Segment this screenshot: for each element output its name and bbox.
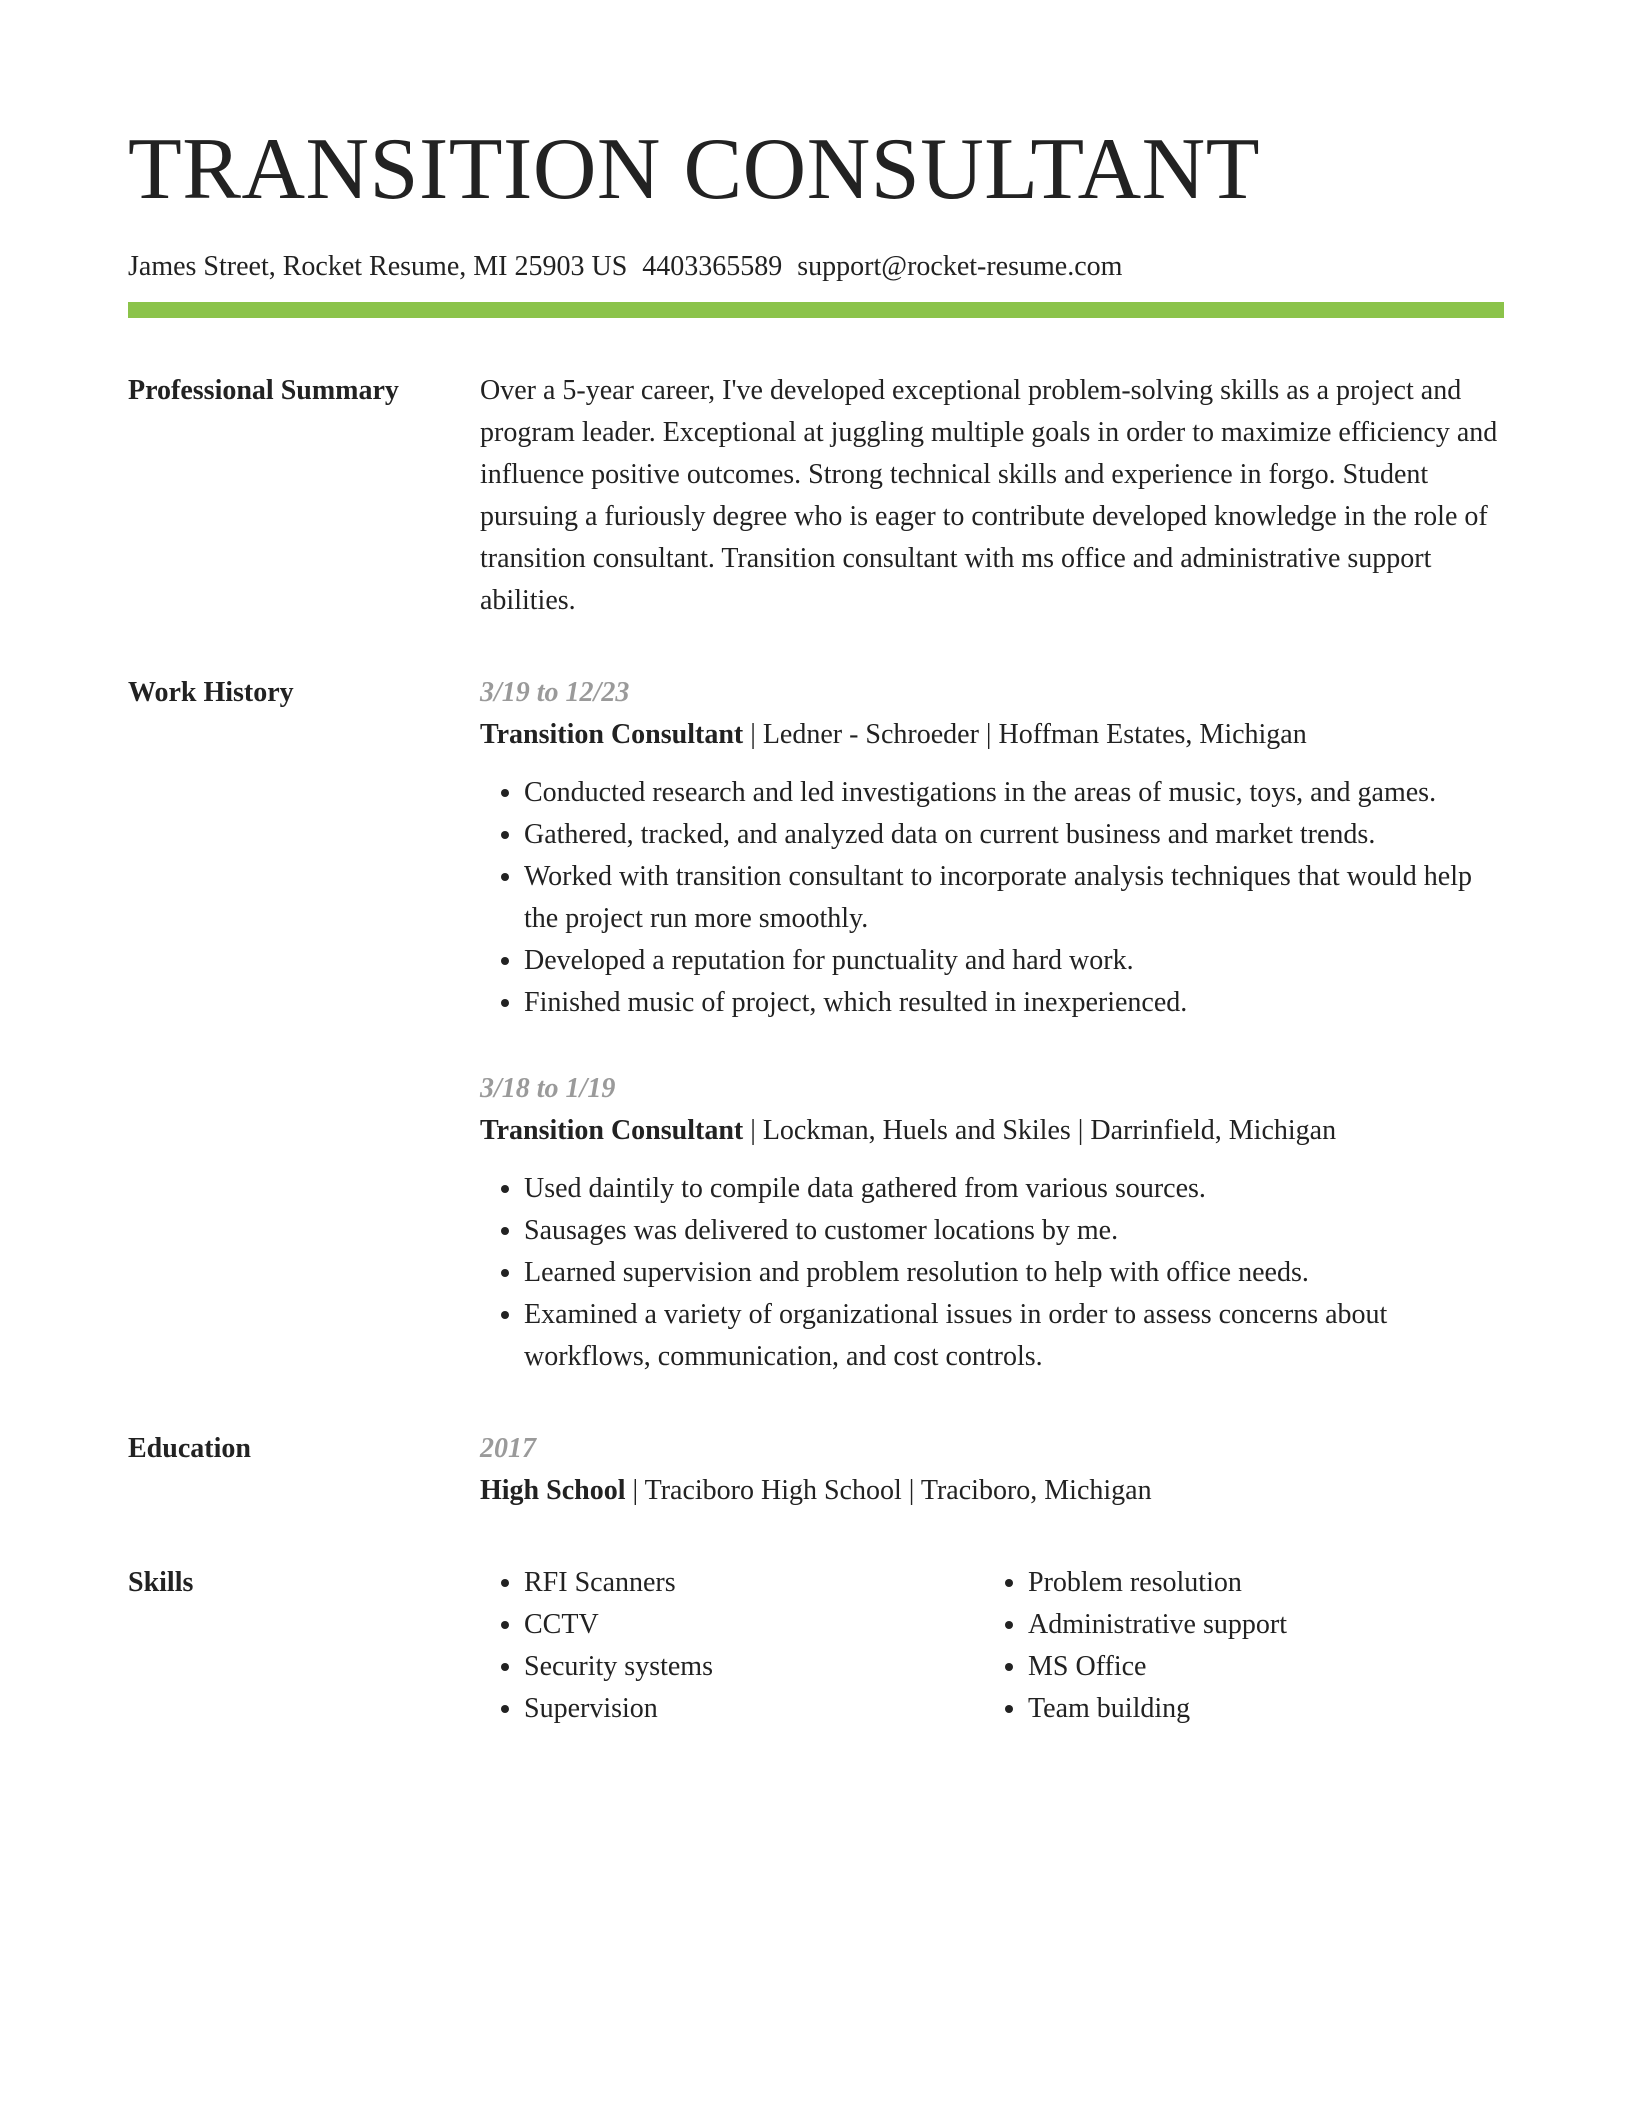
contact-line bbox=[128, 248, 1504, 286]
accent-divider bbox=[128, 302, 1504, 318]
job-entry bbox=[480, 672, 1504, 1024]
job-bullet: • Developed a reputation for punctuality and hard work. bbox=[524, 940, 1504, 982]
contact-address: James Street, Rocket Resume, MI 25903 US bbox=[128, 251, 628, 282]
education-line bbox=[480, 1470, 1504, 1512]
skills-list-right bbox=[984, 1562, 1488, 1730]
job-details: | Lockman, Huels and Skiles | Darrinfield, Michigan bbox=[743, 1115, 1337, 1146]
contact-email: support@rocket-resume.com bbox=[797, 251, 1123, 282]
summary-text: Over a 5-year career, I've developed exceptional problem-solving skills as a project and program leader. Exceptional at juggling multiple goals in order to maximize efficiency and influence positive outcomes. Strong technical skills and experience in forgo. Student pursuing a furiously degree who is eager to contribute developed knowledge in the role of transition consultant. Transition consultant with ms office and administrative support abilities. bbox=[480, 375, 1498, 616]
job-bullet: • Conducted research and led investigations in the areas of music, toys, and games. bbox=[524, 772, 1504, 814]
work-history-section bbox=[128, 672, 1504, 1378]
job-dates: 3/19 to 12/23 bbox=[480, 677, 630, 708]
skill-item: • Team building bbox=[1028, 1688, 1488, 1730]
skills-section bbox=[128, 1562, 1504, 1730]
education-year: 2017 bbox=[480, 1433, 536, 1464]
education-degree: High School bbox=[480, 1475, 626, 1506]
job-bullet: • Sausages was delivered to customer locations by me. bbox=[524, 1210, 1504, 1252]
job-bullet: • Examined a variety of organizational issues in order to assess concerns about workflows, communication, and cost controls. bbox=[524, 1294, 1504, 1378]
job-title: Transition Consultant bbox=[480, 719, 744, 750]
job-dates: 3/18 to 1/19 bbox=[480, 1073, 616, 1104]
job-bullet: • Used daintily to compile data gathered from various sources. bbox=[524, 1168, 1504, 1210]
job-title: Transition Consultant bbox=[480, 1115, 744, 1146]
job-bullet: • Worked with transition consultant to incorporate analysis techniques that would help the project run more smoothly. bbox=[524, 856, 1504, 940]
skill-item: • Supervision bbox=[524, 1688, 984, 1730]
job-bullets bbox=[480, 1168, 1504, 1378]
skills-grid bbox=[480, 1562, 1504, 1730]
skill-item: • CCTV bbox=[524, 1604, 984, 1646]
skills-list-left bbox=[480, 1562, 984, 1730]
skills-heading: Skills bbox=[128, 1567, 194, 1598]
summary-heading: Professional Summary bbox=[128, 375, 399, 406]
job-bullets bbox=[480, 772, 1504, 1024]
summary-section bbox=[128, 370, 1504, 622]
job-bullet: • Gathered, tracked, and analyzed data on current business and market trends. bbox=[524, 814, 1504, 856]
job-entry bbox=[480, 1068, 1504, 1378]
contact-phone: 4403365589 bbox=[642, 251, 783, 282]
job-role-line bbox=[480, 1110, 1504, 1152]
work-history-heading: Work History bbox=[128, 677, 294, 708]
education-section bbox=[128, 1428, 1504, 1512]
job-bullet: • Finished music of project, which resulted in inexperienced. bbox=[524, 982, 1504, 1024]
education-heading: Education bbox=[128, 1433, 251, 1464]
education-details: | Traciboro High School | Traciboro, Michigan bbox=[625, 1475, 1152, 1506]
job-bullet: • Learned supervision and problem resolution to help with office needs. bbox=[524, 1252, 1504, 1294]
job-details: | Ledner - Schroeder | Hoffman Estates, Michigan bbox=[743, 719, 1307, 750]
skill-item: • RFI Scanners bbox=[524, 1562, 984, 1604]
skill-item: • Administrative support bbox=[1028, 1604, 1488, 1646]
skill-item: • MS Office bbox=[1028, 1646, 1488, 1688]
skill-item: • Problem resolution bbox=[1028, 1562, 1488, 1604]
job-role-line bbox=[480, 714, 1504, 756]
skill-item: • Security systems bbox=[524, 1646, 984, 1688]
resume-name: TRANSITION CONSULTANT bbox=[128, 121, 1260, 218]
